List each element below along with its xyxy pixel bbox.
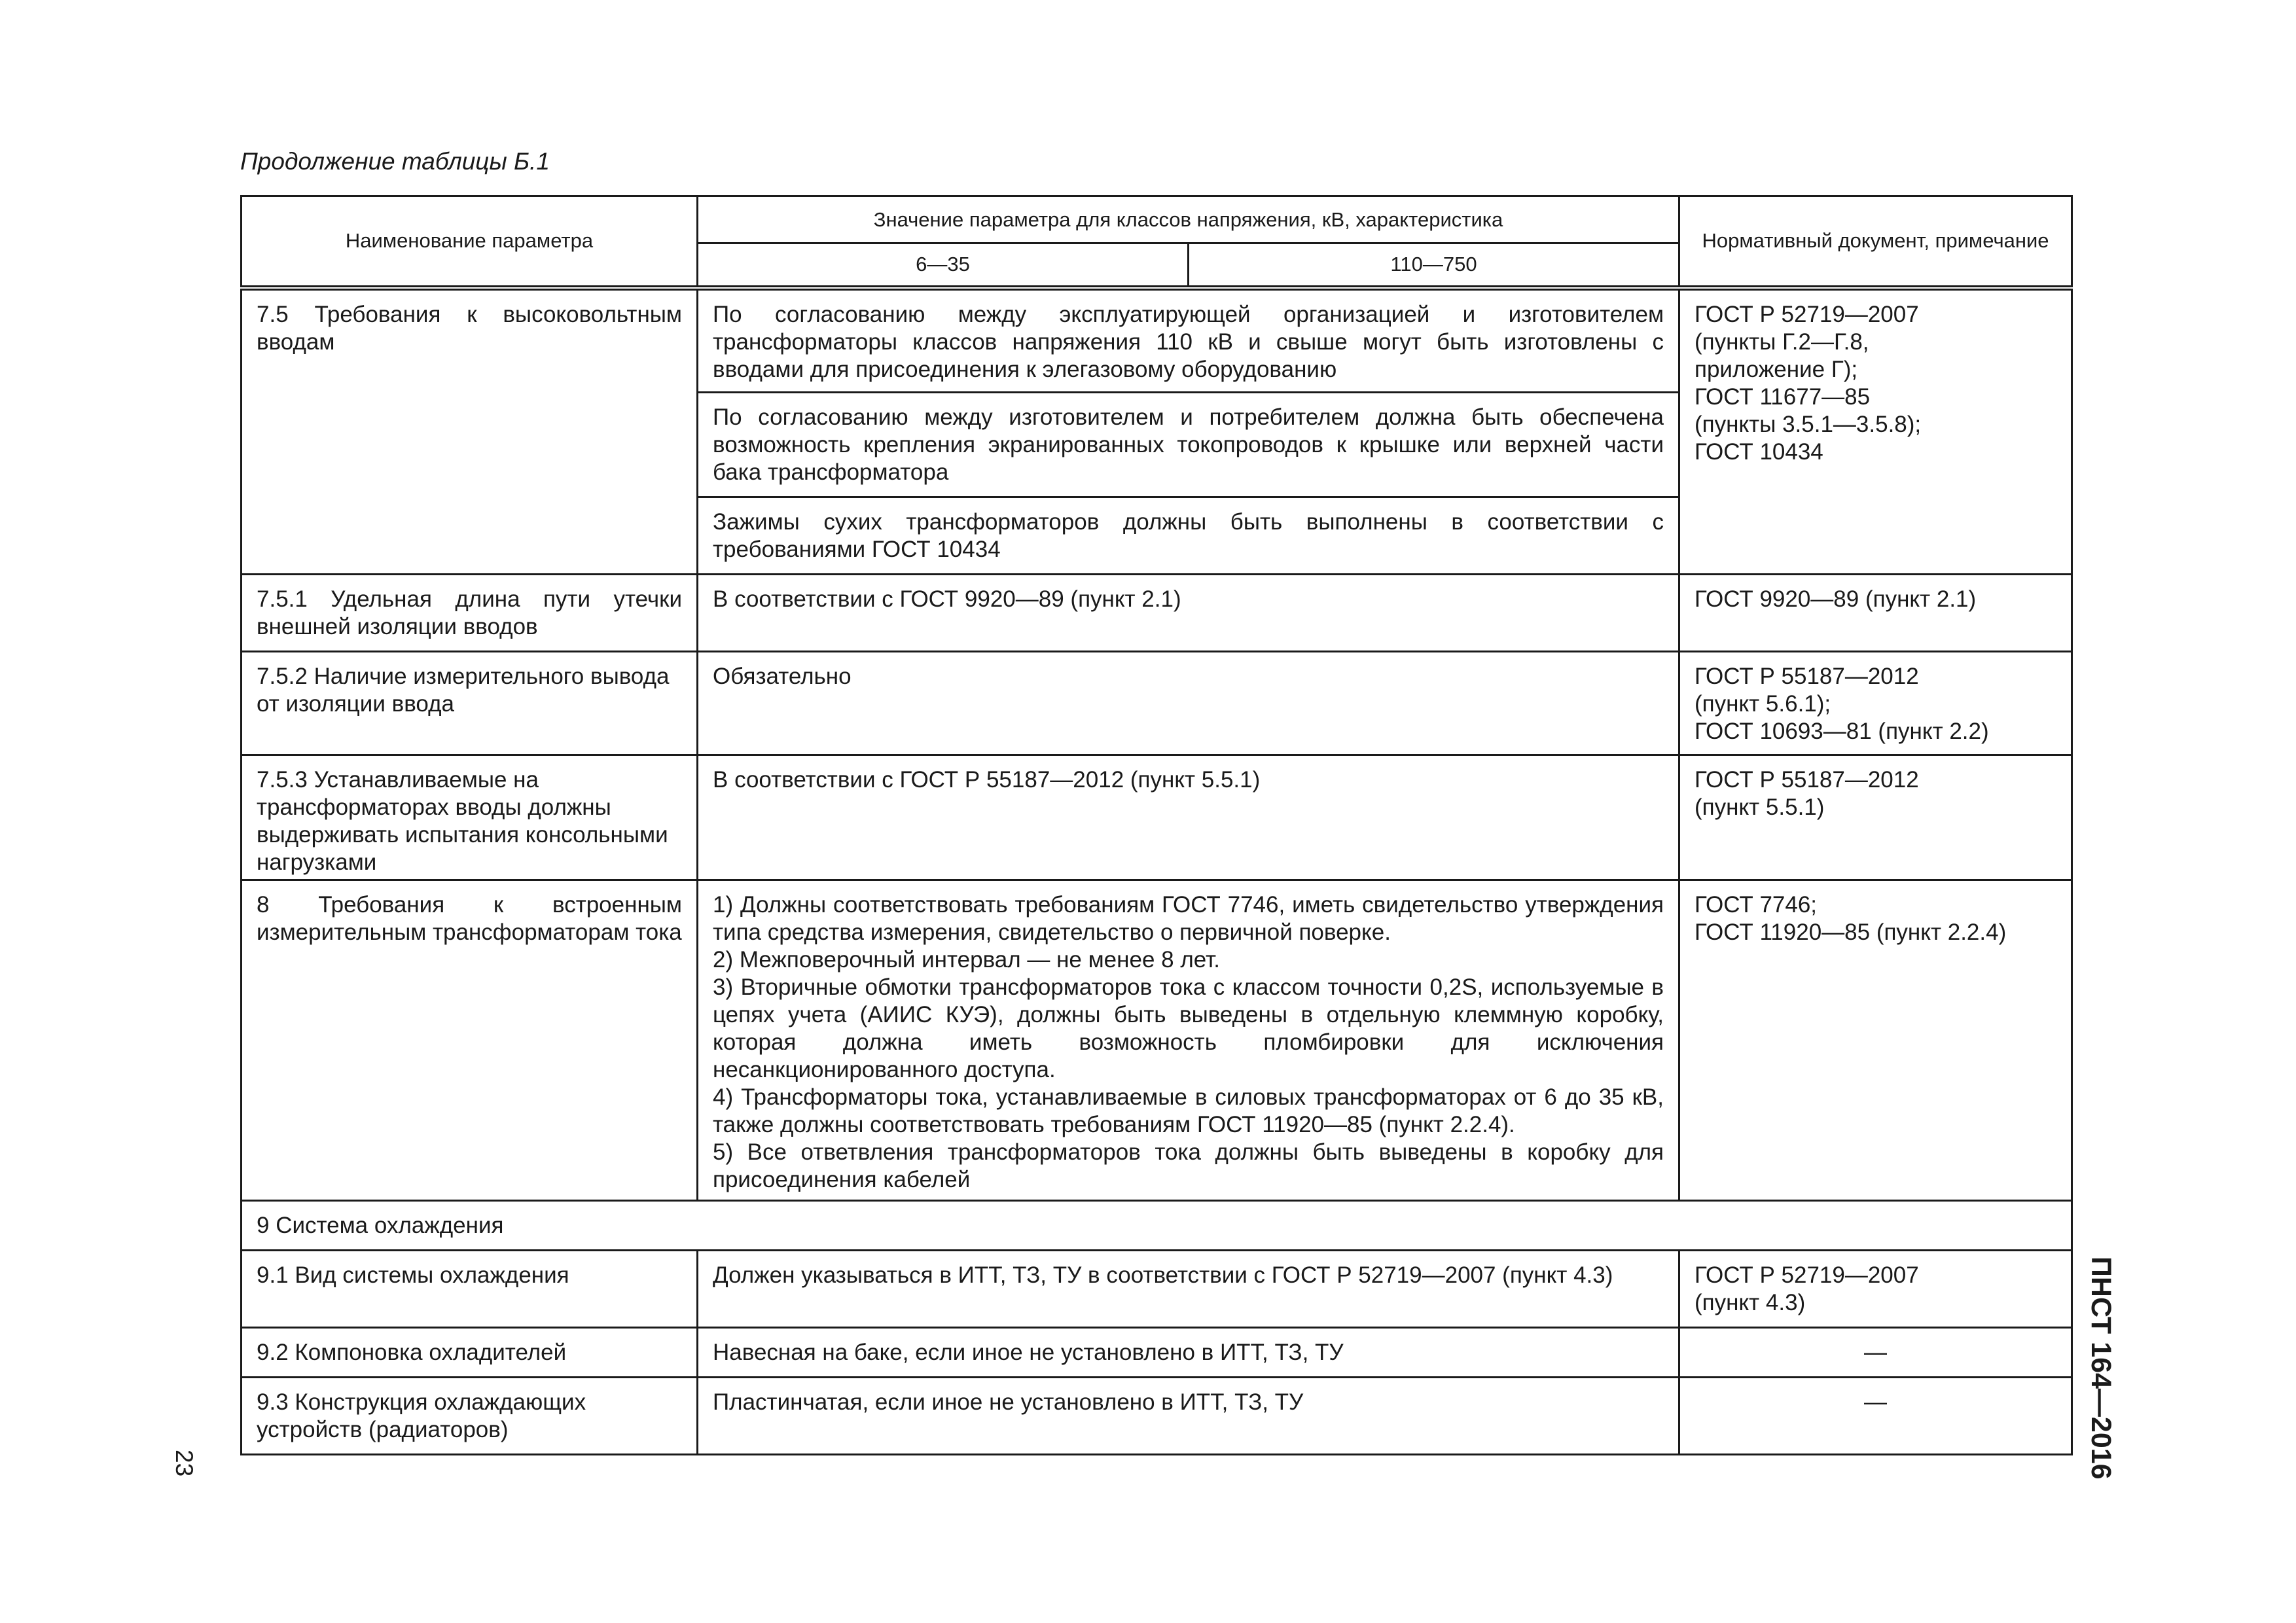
row-9-1-name: 9.1 Вид системы охлаждения <box>242 1251 698 1328</box>
parameters-table <box>240 195 2073 1455</box>
row-9-3-name: 9.3 Конструкция охлаждающих устройств (радиаторов) <box>242 1378 698 1455</box>
document-designation: ПНСТ 164—2016 <box>2085 1257 2117 1480</box>
header-normative-document: Нормативный документ, примечание <box>1679 196 2072 288</box>
header-class-6-35: 6—35 <box>698 243 1189 288</box>
row-7-5-document: ГОСТ Р 52719—2007 (пункты Г.2—Г.8, приложение Г); ГОСТ 11677—85 (пункты 3.5.1—3.5.8); ГОСТ 10434 <box>1679 288 2072 575</box>
row-9-1-value: Должен указываться в ИТТ, ТЗ, ТУ в соответствии с ГОСТ Р 52719—2007 (пункт 4.3) <box>698 1251 1679 1328</box>
row-8-item-4: 4) Трансформаторы тока, устанавливаемые в силовых трансформаторах от 6 до 35 кВ, также должны соответствовать требованиям ГОСТ 11920—85 (пункт 2.2.4). <box>713 1084 1664 1137</box>
row-7-5-3-document: ГОСТ Р 55187—2012 (пункт 5.5.1) <box>1679 755 2072 880</box>
page-number: 23 <box>171 1450 198 1477</box>
row-9-2-value: Навесная на баке, если иное не установлено в ИТТ, ТЗ, ТУ <box>698 1328 1679 1378</box>
row-7-5-2-document: ГОСТ Р 55187—2012 (пункт 5.6.1); ГОСТ 10693—81 (пункт 2.2) <box>1679 652 2072 755</box>
table-row <box>242 288 2072 393</box>
row-8-item-2: 2) Межповерочный интервал — не менее 8 лет. <box>713 947 1220 972</box>
table-row <box>242 652 2072 755</box>
table-row <box>242 1378 2072 1455</box>
row-7-5-value-1: По согласованию между эксплуатирующей организацией и изготовителем трансформаторы классов напряжения 110 кВ и свыше могут быть изготовлены с вводами для присоединения к элегазовому оборудованию <box>698 288 1679 393</box>
table-row <box>242 755 2072 880</box>
row-7-5-1-document: ГОСТ 9920—89 (пункт 2.1) <box>1679 575 2072 652</box>
table-row <box>242 1201 2072 1251</box>
row-7-5-2-name: 7.5.2 Наличие измерительного вывода от изоляции ввода <box>242 652 698 755</box>
table-row <box>242 1328 2072 1378</box>
row-7-5-3-name: 7.5.3 Устанавливаемые на трансформаторах вводы должны выдерживать испытания консольными нагрузками <box>242 755 698 880</box>
row-8-item-5: 5) Все ответвления трансформаторов тока должны быть выведены в коробку для присоединения кабелей <box>713 1139 1664 1192</box>
row-8-value <box>698 880 1679 1201</box>
row-7-5-3-value: В соответствии с ГОСТ Р 55187—2012 (пункт 5.5.1) <box>698 755 1679 880</box>
row-9-3-document: — <box>1679 1378 2072 1455</box>
header-class-110-750: 110—750 <box>1189 243 1679 288</box>
row-7-5-1-value: В соответствии с ГОСТ 9920—89 (пункт 2.1) <box>698 575 1679 652</box>
row-9-3-value: Пластинчатая, если иное не установлено в ИТТ, ТЗ, ТУ <box>698 1378 1679 1455</box>
table-row <box>242 575 2072 652</box>
table-row <box>242 880 2072 1201</box>
row-7-5-1-name: 7.5.1 Удельная длина пути утечки внешней изоляции вводов <box>242 575 698 652</box>
row-8-document: ГОСТ 7746; ГОСТ 11920—85 (пункт 2.2.4) <box>1679 880 2072 1201</box>
row-7-5-value-3: Зажимы сухих трансформаторов должны быть выполнены в соответствии с требованиями ГОСТ 10434 <box>698 497 1679 575</box>
table-row <box>242 1251 2072 1328</box>
table-caption: Продолжение таблицы Б.1 <box>240 148 550 175</box>
row-7-5-value-2: По согласованию между изготовителем и потребителем должна быть обеспечена возможность крепления экранированных токопроводов к крышке или верхней части бака трансформатора <box>698 393 1679 497</box>
header-value-group: Значение параметра для классов напряжения, кВ, характеристика <box>698 196 1679 243</box>
row-7-5-2-value: Обязательно <box>698 652 1679 755</box>
row-8-item-1: 1) Должны соответствовать требованиям ГОСТ 7746, иметь свидетельство утверждения типа средства измерения, свидетельство о первичной поверке. <box>713 892 1664 945</box>
row-8-name: 8 Требования к встроенным измерительным трансформаторам тока <box>242 880 698 1201</box>
row-7-5-name: 7.5 Требования к высоковольтным вводам <box>242 288 698 575</box>
row-9-1-document: ГОСТ Р 52719—2007 (пункт 4.3) <box>1679 1251 2072 1328</box>
row-8-item-3: 3) Вторичные обмотки трансформаторов тока с классом точности 0,2S, используемые в цепях учета (АИИС КУЭ), должны быть выведены в отдельную клеммную коробку, которая должна иметь возможность пломбировки для исключения несанкционированного доступа. <box>713 974 1664 1082</box>
row-9-2-document: — <box>1679 1328 2072 1378</box>
row-9-section-title: 9 Система охлаждения <box>242 1201 2072 1251</box>
header-parameter-name: Наименование параметра <box>242 196 698 288</box>
row-9-2-name: 9.2 Компоновка охладителей <box>242 1328 698 1378</box>
